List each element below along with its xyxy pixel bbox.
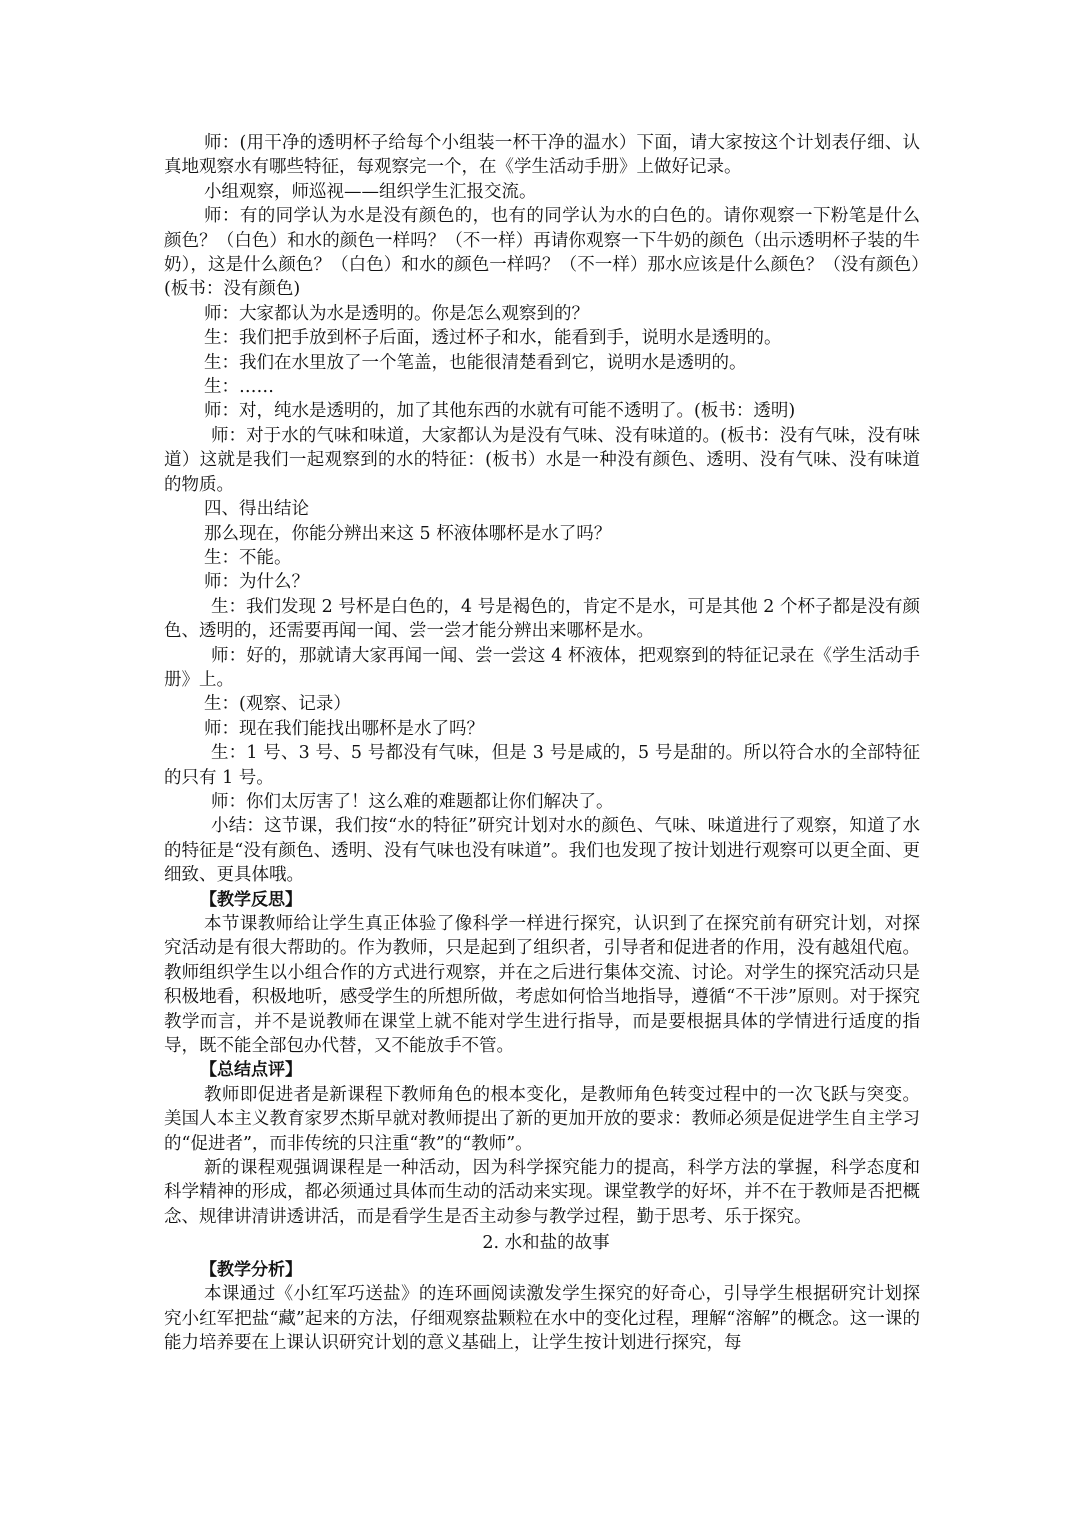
paragraph: 本课通过《小红军巧送盐》的连环画阅读激发学生探究的好奇心，引导学生根据研究计划探究小红军把盐“藏”起来的方法，仔细观察盐颗粒在水中的变化过程，理解“溶解”的概念。这一课的能力培养要在上课认识研究计划的意义基础上，让学生按计划进行探究，每 [164, 1284, 920, 1353]
paragraph: 教师即促进者是新课程下教师角色的根本变化，是教师角色转变过程中的一次飞跃与突变。美国人本主义教育家罗杰斯早就对教师提出了新的更加开放的要求：教师必须是促进学生自主学习的“促进者”，而非传统的只注重“教”的“教师”。 [164, 1084, 920, 1154]
paragraph: 生：…… [204, 377, 274, 398]
paragraph: 生：我们在水里放了一个笔盖，也能很清楚看到它，说明水是透明的。 [204, 352, 747, 373]
paragraph: 师：有的同学认为水是没有颜色的，也有的同学认为水的白色的。请你观察一下粉笔是什么颜色？（白色）和水的颜色一样吗？（不一样）再请你观察一下牛奶的颜色（出示透明杯子装的牛奶），这是什么颜色？（白色）和水的颜色一样吗？（不一样）那水应该是什么颜色？（没有颜色）(板书：没有颜色) [164, 206, 920, 300]
paragraph: 小组观察，师巡视——组织学生汇报交流。 [204, 181, 537, 202]
text-column [164, 131, 920, 1355]
paragraph: 师：好的，那就请大家再闻一闻、尝一尝这 4 杯液体，把观察到的特征记录在《学生活动手册》上。 [164, 645, 920, 690]
lesson-title: 2. 水和盐的故事 [482, 1233, 610, 1254]
summary-paragraph: 小结：这节课，我们按“水的特征”研究计划对水的颜色、气味、味道进行了观察，知道了水的特征是“没有颜色、透明、没有气味也没有味道”。我们也发现了按计划进行观察可以更全面、更细致、更具体哦。 [164, 816, 920, 886]
paragraph: 师：你们太厉害了！这么难的难题都让你们解决了。 [211, 791, 614, 812]
paragraph: 师：对于水的气味和味道，大家都认为是没有气味、没有味道的。(板书：没有气味，没有味道）这就是我们一起观察到的水的特征：(板书）水是一种没有颜色、透明、没有气味、没有味道的物质。 [164, 425, 920, 495]
paragraph: 生：(观察、记录） [204, 694, 351, 715]
section-subheading: 四、得出结论 [204, 499, 309, 520]
paragraph: 生：我们发现 2 号杯是白色的，4 号是褐色的，肯定不是水，可是其他 2 个杯子都是没有颜色、透明的，还需要再闻一闻、尝一尝才能分辨出来哪杯是水。 [164, 596, 920, 642]
paragraph: 师：为什么？ [204, 572, 309, 593]
paragraph: 生：我们把手放到杯子后面，透过杯子和水，能看到手，说明水是透明的。 [204, 328, 782, 349]
paragraph: 师：(用干净的透明杯子给每个小组装一杯干净的温水）下面，请大家按这个计划表仔细、认真地观察水有哪些特征，每观察完一个，在《学生活动手册》上做好记录。 [164, 133, 920, 178]
paragraph: 师：对，纯水是透明的，加了其他东西的水就有可能不透明了。(板书：透明) [204, 401, 796, 422]
paragraph: 新的课程观强调课程是一种活动，因为科学探究能力的提高，科学方法的掌握，科学态度和科学精神的形成，都必须通过具体而生动的活动来实现。课堂教学的好坏，并不在于教师是否把概念、规律讲清讲透讲活，而是看学生是否主动参与教学过程，勤于思考、乐于探究。 [164, 1158, 920, 1227]
section-heading-analysis: 【教学分析】 [200, 1259, 302, 1280]
paragraph: 那么现在，你能分辨出来这 5 杯液体哪杯是水了吗？ [204, 523, 612, 544]
section-heading-reflection: 【教学反思】 [200, 889, 302, 910]
paragraph: 本节课教师给让学生真正体验了像科学一样进行探究，认识到了在探究前有研究计划，对探究活动是有很大帮助的。作为教师，只是起到了组织者，引导者和促进者的作用，没有越俎代庖。教师组织学生以小组合作的方式进行观察，并在之后进行集体交流、讨论。对学生的探究活动只是积极地看，积极地听，感受学生的所想所做，考虑如何恰当地指导，遵循“不干涉”原则。对于探究教学而言，并不是说教师在课堂上就不能对学生进行指导，而是要根据具体的学情进行适度的指导，既不能全部包办代替，又不能放手不管。 [164, 914, 920, 1057]
paragraph: 生：1 号、3 号、5 号都没有气味，但是 3 号是咸的，5 号是甜的。所以符合水的全部特征的只有 1 号。 [164, 743, 920, 788]
paragraph: 师：大家都认为水是透明的。你是怎么观察到的？ [204, 303, 589, 324]
section-heading-review: 【总结点评】 [200, 1060, 302, 1081]
paragraph: 生：不能。 [204, 547, 292, 568]
paragraph: 师：现在我们能找出哪杯是水了吗？ [204, 718, 484, 739]
